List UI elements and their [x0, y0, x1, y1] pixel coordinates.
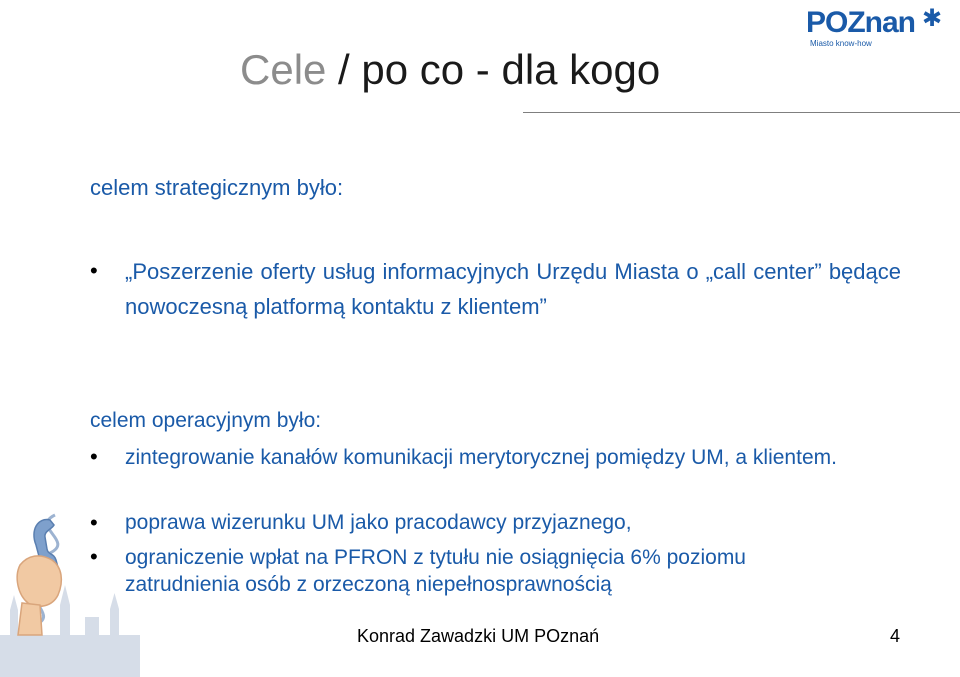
title-underline: [523, 112, 960, 113]
slide-title: [240, 46, 660, 94]
poznan-logo: [806, 6, 946, 50]
title-part-cele: Cele: [240, 46, 327, 93]
phone-hand-illustration: [0, 505, 140, 677]
bullet-dot: •: [90, 258, 98, 283]
operational-bullet-1: zintegrowanie kanałów komunikacji merytorycznej pomiędzy UM, a klientem.: [125, 446, 837, 469]
operational-heading: celem operacyjnym było:: [90, 409, 322, 432]
strategic-bullet: „Poszerzenie oferty usług informacyjnych Urzędu Miasta o „call center” będące nowoczesną platformą kontaktu z klientem”: [125, 259, 901, 319]
page-number: 4: [890, 626, 901, 646]
hand-icon: [17, 556, 61, 606]
logo-wordmark: POZnan: [806, 6, 916, 39]
logo-star-icon: ✱: [922, 5, 943, 32]
operational-bullet-2: poprawa wizerunku UM jako pracodawcy przyjaznego,: [125, 511, 632, 534]
operational-bullet-3: ograniczenie wpłat na PFRON z tytułu nie osiągnięcia 6% poziomu zatrudnienia osób z orzeczoną niepełnosprawnością: [125, 546, 746, 596]
title-part-rest: / po co - dla kogo: [326, 46, 661, 93]
bullet-dot: •: [90, 510, 98, 535]
strategic-heading: celem strategicznym było:: [90, 175, 344, 200]
bullet-dot: •: [90, 544, 98, 569]
bullet-dot: •: [90, 444, 98, 469]
footer-author: Konrad Zawadzki UM POznań: [357, 626, 600, 646]
logo-tagline: Miasto know-how: [810, 39, 872, 48]
